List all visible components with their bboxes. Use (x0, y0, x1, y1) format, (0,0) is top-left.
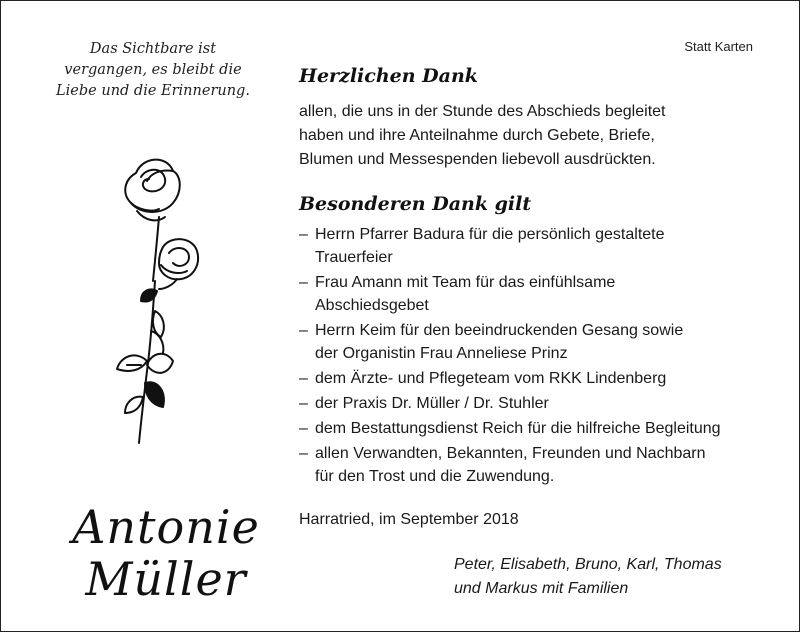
list-item-line: dem Bestattungsdienst Reich für die hilfreiche Begleitung (315, 420, 721, 437)
list-item (299, 271, 779, 317)
intro-line: allen, die uns in der Stunde des Abschieds begleitet (299, 103, 666, 120)
motto-line: Liebe und die Erinnerung. (56, 83, 250, 99)
signature-line: und Markus mit Familien (454, 580, 629, 597)
signature-block (454, 553, 722, 601)
place-date: Harratried, im September 2018 (299, 511, 519, 528)
list-item-line: dem Ärzte- und Pflegeteam vom RKK Lindenberg (315, 370, 667, 387)
dash-bullet: – (299, 226, 308, 243)
dash-bullet: – (299, 322, 308, 339)
list-item-line: für den Trost und die Zuwendung. (315, 468, 555, 485)
dash-bullet: – (299, 420, 308, 437)
intro-line: haben und ihre Anteilnahme durch Gebete, Briefe, (299, 127, 655, 144)
intro-text (299, 100, 759, 172)
heading-special-thanks: Besonderen Dank gilt (299, 193, 532, 215)
list-item-line: Abschiedsgebet (315, 297, 429, 314)
signature-line: Peter, Elisabeth, Bruno, Karl, Thomas (454, 556, 722, 573)
list-item-line: der Organistin Frau Anneliese Prinz (315, 345, 568, 362)
list-item-line: Frau Amann mit Team für das einfühlsame (315, 274, 616, 291)
statt-karten-label: Statt Karten (684, 39, 753, 54)
dash-bullet: – (299, 395, 308, 412)
dash-bullet: – (299, 370, 308, 387)
list-item (299, 319, 779, 365)
list-item-line: Trauerfeier (315, 249, 393, 266)
deceased-name (31, 501, 301, 605)
deceased-first-name: Antonie (72, 500, 260, 554)
intro-line: Blumen und Messespenden liebevoll ausdrückten. (299, 151, 656, 168)
list-item (299, 417, 779, 440)
deceased-last-name: Müller (85, 552, 247, 606)
motto-line: vergangen, es bleibt die (64, 62, 242, 78)
motto-line: Das Sichtbare ist (89, 41, 217, 57)
list-item (299, 367, 779, 390)
list-item (299, 442, 779, 488)
list-item (299, 223, 779, 269)
heading-thanks: Herzlichen Dank (299, 65, 478, 87)
list-item-line: Herrn Pfarrer Badura für die persönlich gestaltete (315, 226, 665, 243)
dash-bullet: – (299, 445, 308, 462)
list-item-line: der Praxis Dr. Müller / Dr. Stuhler (315, 395, 549, 412)
thanks-list (299, 223, 779, 490)
rose-icon (101, 151, 221, 451)
dash-bullet: – (299, 274, 308, 291)
list-item (299, 392, 779, 415)
motto-quote (35, 39, 271, 102)
list-item-line: allen Verwandten, Bekannten, Freunden und Nachbarn (315, 445, 706, 462)
list-item-line: Herrn Keim für den beeindruckenden Gesang sowie (315, 322, 684, 339)
